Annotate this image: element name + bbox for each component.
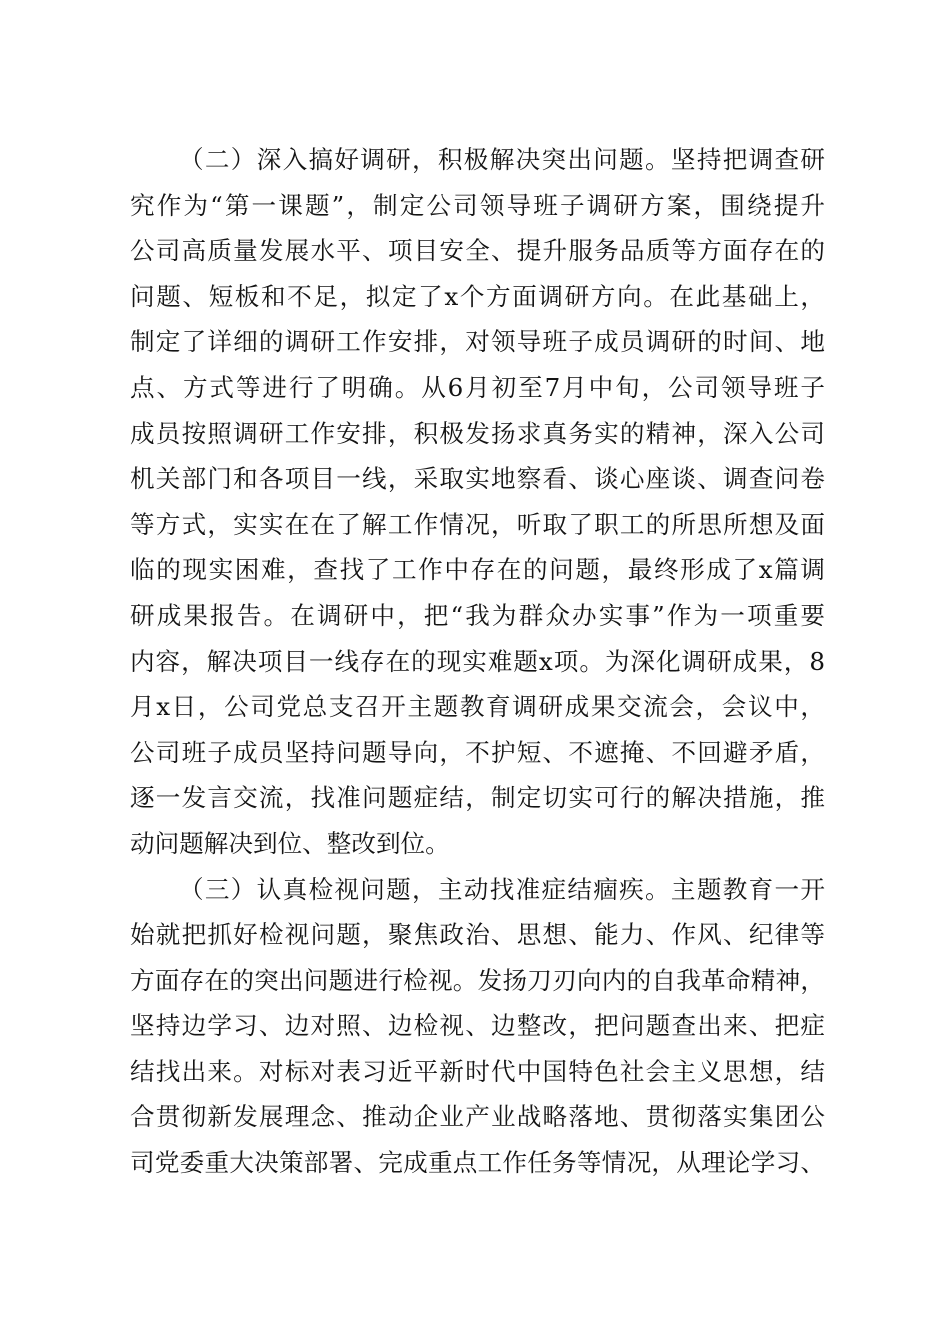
paragraph-line: 制定了详细的调研工作安排，对领导班子成员调研的时间、地 bbox=[130, 327, 825, 357]
paragraph-line: 方面存在的突出问题进行检视。发扬刀刃向内的自我革命精神， bbox=[130, 965, 825, 995]
paragraph-line: 成员按照调研工作安排，积极发扬求真务实的精神，深入公司 bbox=[130, 418, 825, 448]
paragraph-line: 点、方式等进行了明确。从6月初至7月中旬，公司领导班子 bbox=[130, 372, 825, 402]
paragraph-line: 合贯彻新发展理念、推动企业产业战略落地、贯彻落实集团公 bbox=[130, 1102, 825, 1132]
paragraph-line: 公司班子成员坚持问题导向，不护短、不遮掩、不回避矛盾， bbox=[130, 737, 825, 767]
paragraph-line: （三）认真检视问题，主动找准症结痼疾。主题教育一开 bbox=[179, 874, 825, 904]
paragraph-line: （二）深入搞好调研，积极解决突出问题。坚持把调查研 bbox=[179, 145, 825, 174]
paragraph-line: 月x日，公司党总支召开主题教育调研成果交流会，会议中， bbox=[130, 692, 825, 722]
paragraph-line: 公司高质量发展水平、项目安全、提升服务品质等方面存在的 bbox=[130, 236, 825, 266]
paragraph-line: 临的现实困难，查找了工作中存在的问题，最终形成了x篇调 bbox=[130, 555, 825, 585]
paragraph-research bbox=[130, 137, 825, 867]
paragraph-line: 动问题解决到位、整改到位。 bbox=[130, 828, 450, 858]
paragraph-line: 始就把抓好检视问题，聚焦政治、思想、能力、作风、纪律等 bbox=[130, 920, 825, 950]
document-body bbox=[130, 137, 825, 1186]
paragraph-line: 结找出来。对标对表习近平新时代中国特色社会主义思想，结 bbox=[130, 1056, 825, 1086]
paragraph-line: 等方式，实实在在了解工作情况，听取了职工的所思所想及面 bbox=[130, 509, 825, 539]
paragraph-line: 逐一发言交流，找准问题症结，制定切实可行的解决措施，推 bbox=[130, 783, 825, 813]
paragraph-line: 究作为“第一课题”，制定公司领导班子调研方案，围绕提升 bbox=[130, 190, 825, 220]
paragraph-line: 问题、短板和不足，拟定了x个方面调研方向。在此基础上， bbox=[130, 281, 825, 311]
paragraph-line: 坚持边学习、边对照、边检视、边整改，把问题查出来、把症 bbox=[130, 1011, 825, 1041]
paragraph-review bbox=[130, 867, 825, 1186]
paragraph-line: 机关部门和各项目一线，采取实地察看、谈心座谈、调查问卷 bbox=[130, 464, 825, 494]
paragraph-line: 司党委重大决策部署、完成重点工作任务等情况，从理论学习、 bbox=[130, 1148, 825, 1178]
paragraph-line: 内容，解决项目一线存在的现实难题x项。为深化调研成果，8 bbox=[130, 646, 825, 676]
paragraph-line: 研成果报告。在调研中，把“我为群众办实事”作为一项重要 bbox=[130, 600, 825, 630]
